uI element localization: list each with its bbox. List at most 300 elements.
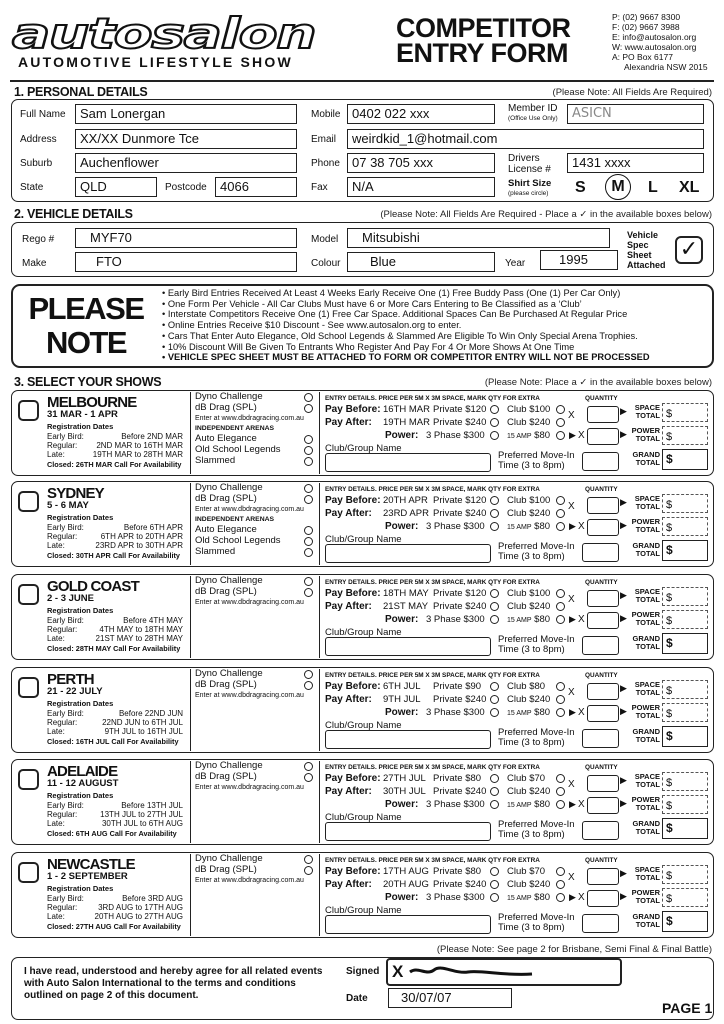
dbdrag-site: Enter at www.dbdragracing.com.au — [195, 506, 304, 513]
postcode-label: Postcode — [165, 182, 207, 193]
space-total-label: SPACE TOTAL — [634, 680, 660, 697]
closed-note: Closed: 16TH JUL Call For Availability — [47, 737, 179, 746]
shirt-size-m-selected[interactable]: M — [605, 174, 631, 200]
dbdrag-site: Enter at www.dbdragracing.com.au — [195, 599, 304, 606]
club-group-label: Club/Group Name — [325, 720, 402, 731]
dyno-challenge-checkbox[interactable] — [304, 670, 313, 679]
quantity-heading: QUANTITY — [585, 857, 618, 864]
club-group-field[interactable] — [325, 730, 491, 749]
power-quantity-field[interactable] — [587, 519, 619, 536]
divider — [190, 392, 191, 474]
divider — [190, 576, 191, 658]
space-total-field[interactable]: $ — [662, 587, 708, 606]
early-bird-date: Before 22ND JUN — [118, 709, 183, 718]
three-phase: 3 Phase $300 — [426, 892, 485, 903]
regular-date: 6TH APR to 20TH APR — [100, 532, 183, 541]
grand-total-label: GRAND TOTAL — [632, 819, 660, 836]
club-after-checkbox[interactable] — [556, 509, 565, 518]
dbdrag-site: Enter at www.dbdragracing.com.au — [195, 415, 304, 422]
grand-total-field[interactable]: $ — [662, 911, 708, 932]
show-select-checkbox[interactable] — [18, 769, 39, 790]
show-select-checkbox[interactable] — [18, 400, 39, 421]
private-after: Private $240 — [433, 786, 487, 797]
early-bird-label: Early Bird: — [47, 616, 84, 625]
entry-details-heading: ENTRY DETAILS. PRICE PER 5M X 3M SPACE, MARK QTY FOR EXTRA — [325, 395, 540, 402]
old-school-checkbox[interactable] — [304, 537, 313, 546]
private-before-checkbox[interactable] — [490, 774, 499, 783]
pay-before-date: 20TH APR — [383, 495, 428, 506]
regular-date: 4TH MAY to 18TH MAY — [99, 625, 183, 634]
club-group-label: Club/Group Name — [325, 905, 402, 916]
club-before-checkbox[interactable] — [556, 589, 565, 598]
club-after: Club $240 — [507, 879, 551, 890]
power-total-field[interactable]: $ — [662, 795, 708, 814]
club-after: Club $240 — [507, 694, 551, 705]
independent-arenas: INDEPENDENT ARENAS — [195, 425, 275, 432]
pay-after-label: Pay After: — [325, 417, 372, 428]
space-total-field[interactable]: $ — [662, 865, 708, 884]
fifteen-amp-checkbox[interactable] — [556, 800, 565, 809]
pay-after-date: 9TH JUL — [383, 694, 421, 705]
club-after-checkbox[interactable] — [556, 418, 565, 427]
show-dates: 11 - 12 AUGUST — [47, 778, 119, 789]
space-quantity-field[interactable] — [587, 775, 619, 792]
state-field[interactable]: QLD — [75, 177, 157, 197]
private-after-checkbox[interactable] — [490, 695, 499, 704]
make-label: Make — [22, 258, 47, 269]
late-label: Late: — [47, 727, 65, 736]
pay-before-label: Pay Before: — [325, 404, 381, 415]
show-dates: 2 - 3 JUNE — [47, 593, 94, 604]
registration-dates-label: Registration Dates — [47, 422, 114, 431]
db-drag-label: dB Drag (SPL) — [195, 864, 257, 875]
slammed-checkbox[interactable] — [304, 457, 313, 466]
rego-field[interactable]: MYF70 — [75, 228, 297, 248]
show-city: NEWCASTLE — [47, 856, 135, 873]
arrow-right-icon: ▶ — [620, 868, 627, 878]
move-in-label: Preferred Move-In Time (3 to 8pm) — [498, 912, 575, 933]
dyno-challenge-checkbox[interactable] — [304, 484, 313, 493]
private-after: Private $240 — [433, 508, 487, 519]
early-bird-date: Before 2ND MAR — [121, 432, 183, 441]
early-bird-label: Early Bird: — [47, 432, 84, 441]
space-quantity-field[interactable] — [587, 406, 619, 423]
vehicle-note: (Please Note: All Fields Are Required - Place a ✓ in the available boxes below) — [380, 209, 712, 220]
multiply-sign: X — [568, 410, 575, 421]
club-after-checkbox[interactable] — [556, 695, 565, 704]
power-quantity-field[interactable] — [587, 705, 619, 722]
move-in-field[interactable] — [582, 543, 619, 562]
private-after-checkbox[interactable] — [490, 880, 499, 889]
club-before-checkbox[interactable] — [556, 774, 565, 783]
arrow-right-icon: ▶ — [569, 799, 576, 809]
suburb-label: Suburb — [20, 158, 53, 169]
grand-total-field[interactable]: $ — [662, 540, 708, 561]
early-bird-date: Before 3RD AUG — [122, 894, 183, 903]
pay-before-date: 17TH AUG — [383, 866, 429, 877]
space-quantity-field[interactable] — [587, 497, 619, 514]
power-quantity-field[interactable] — [587, 797, 619, 814]
divider — [10, 80, 714, 82]
private-after-checkbox[interactable] — [490, 602, 499, 611]
arrow-right-icon: ▶ — [620, 406, 627, 416]
club-after-checkbox[interactable] — [556, 880, 565, 889]
note-item: • Interstate Competitors Receive One (1) Free Car Space. Additional Spaces Can Be Purchased At Regular Price — [162, 309, 628, 320]
fifteen-amp: 15 AMP $80 — [507, 799, 551, 810]
shirt-size-xl[interactable]: XL — [679, 179, 700, 196]
page2-note: (Please Note: See page 2 for Brisbane, Semi Final & Final Battle) — [436, 944, 712, 955]
signed-label: Signed — [346, 966, 380, 977]
regular-label: Regular: — [47, 441, 78, 450]
fifteen-amp-checkbox[interactable] — [556, 893, 565, 902]
pay-before-date: 16TH MAR — [383, 404, 430, 415]
club-group-field[interactable] — [325, 822, 491, 841]
fifteen-amp: 15 AMP $80 — [507, 707, 551, 718]
show-city: PERTH — [47, 671, 94, 688]
three-phase-checkbox[interactable] — [490, 893, 499, 902]
power-quantity-field[interactable] — [587, 612, 619, 629]
multiply-sign: X — [568, 687, 575, 698]
power-total-field[interactable]: $ — [662, 426, 708, 445]
db-drag-checkbox[interactable] — [304, 681, 313, 690]
please-note-list — [162, 288, 710, 363]
registration-dates-label: Registration Dates — [47, 513, 114, 522]
vehicle-heading: 2. VEHICLE DETAILS — [14, 207, 133, 221]
model-field[interactable]: Mitsubishi — [347, 228, 610, 248]
db-drag-label: dB Drag (SPL) — [195, 771, 257, 782]
fax-label: Fax — [311, 182, 328, 193]
closed-note: Closed: 30TH APR Call For Availability — [47, 551, 180, 560]
club-group-label: Club/Group Name — [325, 812, 402, 823]
registration-dates-label: Registration Dates — [47, 606, 114, 615]
pay-before-label: Pay Before: — [325, 681, 381, 692]
regular-label: Regular: — [47, 903, 78, 912]
multiply-sign: X — [568, 501, 575, 512]
power-label: Power: — [385, 707, 419, 718]
arrow-right-icon: ▶ — [569, 521, 576, 531]
private-before: Private $80 — [433, 773, 482, 784]
show-city: MELBOURNE — [47, 394, 137, 411]
closed-note: Closed: 26TH MAR Call For Availability — [47, 460, 182, 469]
signature-field[interactable] — [386, 958, 622, 986]
move-in-field[interactable] — [582, 821, 619, 840]
private-before-checkbox[interactable] — [490, 589, 499, 598]
db-drag-checkbox[interactable] — [304, 866, 313, 875]
suburb-field[interactable]: Auchenflower — [75, 153, 297, 173]
space-quantity-field[interactable] — [587, 868, 619, 885]
club-before: Club $100 — [507, 495, 551, 506]
late-date: 23RD APR to 30TH APR — [95, 541, 183, 550]
agreement-text: I have read, understood and hereby agree for all related events with Auto Salon International to the terms and conditions outlined on page 2 of this document. — [24, 966, 323, 1001]
registration-dates-label: Registration Dates — [47, 791, 114, 800]
late-label: Late: — [47, 819, 65, 828]
member-id-label: Member ID — [508, 103, 558, 114]
member-id-field[interactable]: ASICN — [567, 104, 704, 124]
mobile-field[interactable]: 0402 022 xxx — [347, 104, 495, 124]
dbdrag-site: Enter at www.dbdragracing.com.au — [195, 692, 304, 699]
grand-total-field[interactable]: $ — [662, 726, 708, 747]
space-total-field[interactable]: $ — [662, 494, 708, 513]
independent-arenas: INDEPENDENT ARENAS — [195, 516, 275, 523]
please-note-title: PLEASE NOTE — [28, 291, 144, 360]
power-label: Power: — [385, 614, 419, 625]
grand-total-field[interactable]: $ — [662, 449, 708, 470]
fifteen-amp: 15 AMP $80 — [507, 430, 551, 441]
late-label: Late: — [47, 450, 65, 459]
grand-total-label: GRAND TOTAL — [632, 727, 660, 744]
email-field[interactable]: weirdkid_1@hotmail.com — [347, 129, 704, 149]
db-drag-checkbox[interactable] — [304, 495, 313, 504]
power-total-label: POWER TOTAL — [631, 795, 660, 812]
move-in-field[interactable] — [582, 636, 619, 655]
date-field[interactable]: 30/07/07 — [388, 988, 512, 1008]
show-select-checkbox[interactable] — [18, 584, 39, 605]
divider — [319, 392, 320, 474]
pay-after-date: 19TH MAR — [383, 417, 430, 428]
move-in-label: Preferred Move-In Time (3 to 8pm) — [498, 634, 575, 655]
club-before: Club $80 — [507, 681, 546, 692]
multiply-sign: X — [568, 779, 575, 790]
arrow-right-icon: ▶ — [569, 430, 576, 440]
autosalon-logo: autosalon — [12, 9, 316, 58]
divider — [190, 854, 191, 936]
state-label: State — [20, 182, 44, 193]
drivers-license-field[interactable]: 1431 xxxx — [567, 153, 704, 173]
late-date: 19TH MAR to 28TH MAR — [92, 450, 183, 459]
space-total-field[interactable]: $ — [662, 680, 708, 699]
club-after-checkbox[interactable] — [556, 602, 565, 611]
fifteen-amp-checkbox[interactable] — [556, 522, 565, 531]
pay-before-label: Pay Before: — [325, 773, 381, 784]
dbdrag-site: Enter at www.dbdragracing.com.au — [195, 784, 304, 791]
shirt-size-sub: (please circle) — [508, 190, 549, 197]
regular-date: 2ND MAR to 16TH MAR — [96, 441, 183, 450]
private-before-checkbox[interactable] — [490, 682, 499, 691]
space-quantity-field[interactable] — [587, 683, 619, 700]
club-after: Club $240 — [507, 601, 551, 612]
three-phase-checkbox[interactable] — [490, 708, 499, 717]
fifteen-amp-checkbox[interactable] — [556, 431, 565, 440]
arrow-right-icon: ▶ — [620, 429, 627, 439]
registration-dates-label: Registration Dates — [47, 884, 114, 893]
private-before: Private $90 — [433, 681, 482, 692]
early-bird-label: Early Bird: — [47, 523, 84, 532]
mobile-label: Mobile — [311, 109, 341, 120]
arrow-right-icon: ▶ — [620, 613, 627, 623]
move-in-label: Preferred Move-In Time (3 to 8pm) — [498, 727, 575, 748]
regular-label: Regular: — [47, 718, 78, 727]
three-phase-checkbox[interactable] — [490, 615, 499, 624]
note-item: • Early Bird Entries Received At Least 4 Weeks Early Receive One (1) Free Buddy Pass (One (1) Per Car Only) — [162, 288, 621, 298]
shows-heading: 3. SELECT YOUR SHOWS — [14, 375, 162, 389]
club-before-checkbox[interactable] — [556, 682, 565, 691]
show-select-checkbox[interactable] — [18, 491, 39, 512]
dbdrag-site: Enter at www.dbdragracing.com.au — [195, 877, 304, 884]
show-city: SYDNEY — [47, 485, 104, 502]
phone-label: Phone — [311, 158, 340, 169]
show-dates: 1 - 2 SEPTEMBER — [47, 871, 128, 882]
private-before: Private $80 — [433, 866, 482, 877]
quantity-heading: QUANTITY — [585, 395, 618, 402]
colour-field[interactable]: Blue — [347, 252, 495, 272]
space-quantity-field[interactable] — [587, 590, 619, 607]
three-phase-checkbox[interactable] — [490, 522, 499, 531]
dyno-challenge-checkbox[interactable] — [304, 577, 313, 586]
arrow-right-icon: ▶ — [620, 891, 627, 901]
power-total-field[interactable]: $ — [662, 517, 708, 536]
year-label: Year — [505, 258, 526, 269]
divider — [319, 576, 320, 658]
pay-after-date: 30TH JUL — [383, 786, 426, 797]
grand-total-label: GRAND TOTAL — [632, 634, 660, 651]
logo-subtitle: AUTOMOTIVE LIFESTYLE SHOW — [18, 54, 293, 70]
regular-date: 3RD AUG to 17TH AUG — [98, 903, 183, 912]
club-after-checkbox[interactable] — [556, 787, 565, 796]
full-name-label: Full Name — [20, 109, 66, 120]
personal-heading: 1. PERSONAL DETAILS — [14, 85, 148, 99]
quantity-heading: QUANTITY — [585, 672, 618, 679]
old-school-checkbox[interactable] — [304, 446, 313, 455]
quantity-heading: QUANTITY — [585, 764, 618, 771]
show-select-checkbox[interactable] — [18, 862, 39, 883]
three-phase: 3 Phase $300 — [426, 799, 485, 810]
grand-total-label: GRAND TOTAL — [632, 541, 660, 558]
year-field[interactable]: 1995 — [540, 250, 618, 270]
slammed-label: Slammed — [195, 455, 236, 466]
closed-note: Closed: 27TH AUG Call For Availability — [47, 922, 181, 931]
power-quantity-field[interactable] — [587, 890, 619, 907]
pay-before-label: Pay Before: — [325, 588, 381, 599]
three-phase-checkbox[interactable] — [490, 800, 499, 809]
dyno-challenge-label: Dyno Challenge — [195, 853, 263, 864]
move-in-field[interactable] — [582, 729, 619, 748]
club-group-field[interactable] — [325, 915, 491, 934]
slammed-checkbox[interactable] — [304, 548, 313, 557]
grand-total-field[interactable]: $ — [662, 633, 708, 654]
closed-note: Closed: 28TH MAY Call For Availability — [47, 644, 181, 653]
show-city: ADELAIDE — [47, 763, 118, 780]
space-total-field[interactable]: $ — [662, 403, 708, 422]
move-in-field[interactable] — [582, 914, 619, 933]
page-number: PAGE 1 — [662, 1000, 713, 1016]
early-bird-label: Early Bird: — [47, 801, 84, 810]
private-before-checkbox[interactable] — [490, 496, 499, 505]
multiply-sign: X — [578, 521, 585, 532]
private-after-checkbox[interactable] — [490, 509, 499, 518]
make-field[interactable]: FTO — [75, 252, 297, 272]
pay-before-label: Pay Before: — [325, 495, 381, 506]
arrow-right-icon: ▶ — [569, 614, 576, 624]
power-total-field[interactable]: $ — [662, 888, 708, 907]
grand-total-field[interactable]: $ — [662, 818, 708, 839]
fifteen-amp-checkbox[interactable] — [556, 708, 565, 717]
postcode-field[interactable]: 4066 — [215, 177, 297, 197]
dyno-challenge-label: Dyno Challenge — [195, 668, 263, 679]
shirt-size-s[interactable]: S — [575, 179, 586, 196]
power-total-field[interactable]: $ — [662, 703, 708, 722]
private-after: Private $240 — [433, 417, 487, 428]
auto-elegance-checkbox[interactable] — [304, 435, 313, 444]
full-name-field[interactable]: Sam Lonergan — [75, 104, 297, 124]
late-label: Late: — [47, 912, 65, 921]
private-after-checkbox[interactable] — [490, 418, 499, 427]
club-group-field[interactable] — [325, 453, 491, 472]
late-date: 20TH AUG to 27TH AUG — [94, 912, 183, 921]
club-before-checkbox[interactable] — [556, 405, 565, 414]
club-group-field[interactable] — [325, 544, 491, 563]
move-in-field[interactable] — [582, 452, 619, 471]
pay-before-label: Pay Before: — [325, 866, 381, 877]
dyno-challenge-label: Dyno Challenge — [195, 391, 263, 402]
pay-before-date: 18TH MAY — [383, 588, 429, 599]
private-after-checkbox[interactable] — [490, 787, 499, 796]
power-label: Power: — [385, 892, 419, 903]
club-before-checkbox[interactable] — [556, 867, 565, 876]
club-group-field[interactable] — [325, 637, 491, 656]
club-group-label: Club/Group Name — [325, 534, 402, 545]
dyno-challenge-checkbox[interactable] — [304, 393, 313, 402]
dyno-challenge-checkbox[interactable] — [304, 855, 313, 864]
auto-elegance-checkbox[interactable] — [304, 526, 313, 535]
dyno-challenge-label: Dyno Challenge — [195, 760, 263, 771]
club-before-checkbox[interactable] — [556, 496, 565, 505]
multiply-sign: X — [578, 707, 585, 718]
private-before-checkbox[interactable] — [490, 867, 499, 876]
multiply-sign: X — [578, 430, 585, 441]
db-drag-checkbox[interactable] — [304, 588, 313, 597]
fifteen-amp: 15 AMP $80 — [507, 614, 551, 625]
arrow-right-icon: ▶ — [620, 683, 627, 693]
three-phase: 3 Phase $300 — [426, 521, 485, 532]
shirt-size-l[interactable]: L — [648, 179, 658, 196]
club-group-label: Club/Group Name — [325, 443, 402, 454]
dyno-challenge-checkbox[interactable] — [304, 762, 313, 771]
fifteen-amp-checkbox[interactable] — [556, 615, 565, 624]
space-total-label: SPACE TOTAL — [634, 403, 660, 420]
three-phase-checkbox[interactable] — [490, 431, 499, 440]
power-quantity-field[interactable] — [587, 428, 619, 445]
club-before: Club $100 — [507, 588, 551, 599]
arrow-right-icon: ▶ — [620, 497, 627, 507]
move-in-label: Preferred Move-In Time (3 to 8pm) — [498, 819, 575, 840]
phone-field[interactable]: 07 38 705 xxx — [347, 153, 495, 173]
db-drag-checkbox[interactable] — [304, 773, 313, 782]
power-total-field[interactable]: $ — [662, 610, 708, 629]
show-select-checkbox[interactable] — [18, 677, 39, 698]
power-label: Power: — [385, 799, 419, 810]
fax-field[interactable]: N/A — [347, 177, 495, 197]
late-date: 21ST MAY to 28TH MAY — [95, 634, 183, 643]
slammed-label: Slammed — [195, 546, 236, 557]
early-bird-date: Before 4TH MAY — [123, 616, 183, 625]
space-total-field[interactable]: $ — [662, 772, 708, 791]
pay-after-date: 23RD APR — [383, 508, 429, 519]
shows-note: (Please Note: Place a ✓ in the available boxes below) — [484, 377, 712, 388]
private-before-checkbox[interactable] — [490, 405, 499, 414]
power-total-label: POWER TOTAL — [631, 610, 660, 627]
space-total-label: SPACE TOTAL — [634, 494, 660, 511]
db-drag-label: dB Drag (SPL) — [195, 493, 257, 504]
late-label: Late: — [47, 634, 65, 643]
registration-dates-label: Registration Dates — [47, 699, 114, 708]
private-before: Private $120 — [433, 404, 487, 415]
pay-before-date: 6TH JUL — [383, 681, 421, 692]
spec-sheet-checkbox[interactable]: ✓ — [675, 236, 703, 264]
dyno-challenge-label: Dyno Challenge — [195, 575, 263, 586]
address-field[interactable]: XX/XX Dunmore Tce — [75, 129, 297, 149]
pay-after-label: Pay After: — [325, 786, 372, 797]
db-drag-checkbox[interactable] — [304, 404, 313, 413]
